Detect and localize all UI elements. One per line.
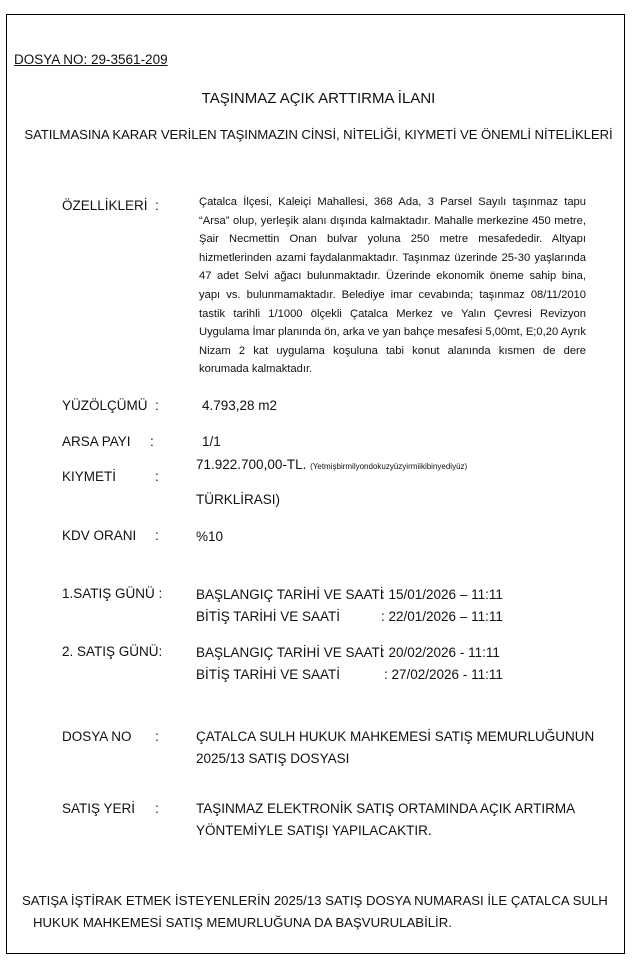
file-line-1: ÇATALCA SULH HUKUK MAHKEMESİ SATIŞ MEMURLUĞUNUN [196,729,595,744]
features-description: Çatalca İlçesi, Kaleiçi Mahallesi, 368 Ada, 3 Parsel Sayılı taşınmaz tapu “Arsa” olup, yerleşik alanı dışında kalmaktadır. Mahalle merkezine 450 metre, Şair Necmettin Onan bulvar yoluna 250 metre mesafededir. Altyapı hizmetlerinden azami faydalanmaktadır. Taşınmaz üzerinde 25-30 yaşlarında 47 adet Selvi ağacı bulunmaktadır. Üzerinde ekonomik öneme sahip bina, yapı vs. bulunmamaktadır. Belediye imar cevabında; taşınmaz 08/11/2010 tastik tarihli 1/1000 ölçekli Çatalca Merkez ve Yalın Çevresi Revizyon Uygulama İmar planında ön, arka ve yan bahçe mesafesi 5,00mt, E;0,20 Ayrık Nizam 2 kat uygulama koşuluna tabi konut alanında kısmen de dere korumada kalmaktadır. [199,196,586,376]
sale-2-end-value: : 27/02/2026 - 11:11 [384,667,503,682]
features-colon: : [155,198,159,213]
sale-1-start-label: BAŞLANGIÇ TARİHİ VE SAATİ [196,587,384,602]
sale-2-label: 2. SATIŞ GÜNÜ: [62,644,163,659]
share-colon: : [150,434,154,449]
sale-1-end-value: : 22/01/2026 – 11:11 [381,609,503,624]
share-value: 1/1 [202,434,221,449]
place-label: SATIŞ YERİ [62,801,136,816]
sale-2-start-value: : 20/02/2026 - 11:11 [381,645,500,660]
value-in-words: (Yetmişbirmilyondokuzyüzyirmiikibinyediyüz) [310,462,468,471]
share-label: ARSA PAYI [62,434,131,449]
file-number-header: DOSYA NO: 29-3561-209 [14,52,168,67]
area-label: YÜZÖLÇÜMÜ [62,398,148,413]
features-label: ÖZELLİKLERİ [62,198,148,213]
sale-1-label: 1.SATIŞ GÜNÜ : [62,586,163,601]
area-colon: : [155,398,159,413]
value-amount-line [196,457,467,472]
footer-notice [22,890,622,934]
sale-2-end-label: BİTİŞ TARİHİ VE SAATİ [196,667,341,682]
sale-2-start-label: BAŞLANGIÇ TARİHİ VE SAATİ [196,645,384,660]
footer-line-1: SATIŞA İŞTİRAK ETMEK İSTEYENLERİN 2025/13 SATIŞ DOSYA NUMARASI İLE ÇATALCA SULH [22,893,608,908]
area-value: 4.793,28 m2 [202,398,278,413]
value-label: KIYMETİ [62,469,117,484]
value-in-words-continued: TÜRKLİRASI) [196,492,281,507]
document-subtitle: SATILMASINA KARAR VERİLEN TAŞINMAZIN CİNSİ, NİTELİĞİ, KIYMETİ VE ÖNEMLİ NİTELİKLERİ [24,127,613,142]
file-line-2: 2025/13 SATIŞ DOSYASI [196,751,350,766]
footer-line-2: HUKUK MAHKEMESİ SATIŞ MEMURLUĞUNA DA BAŞVURULABİLİR. [33,915,452,930]
place-line-1: TAŞINMAZ ELEKTRONİK SATIŞ ORTAMINDA AÇIK ARTIRMA [196,801,576,816]
file-colon: : [155,729,159,744]
vat-colon: : [155,528,159,543]
sale-1-start-value: : 15/01/2026 – 11:11 [381,587,503,602]
value-amount: 71.922.700,00-TL. [196,457,307,472]
value-colon: : [155,469,159,484]
document-title: TAŞINMAZ AÇIK ARTTIRMA İLANI [201,90,436,107]
file-label: DOSYA NO [62,729,132,744]
vat-label: KDV ORANI [62,528,137,543]
place-colon: : [155,801,159,816]
place-line-2: YÖNTEMİYLE SATIŞI YAPILACAKTIR. [196,823,432,838]
vat-value: %10 [196,529,224,544]
sale-1-end-label: BİTİŞ TARİHİ VE SAATİ [196,609,341,624]
